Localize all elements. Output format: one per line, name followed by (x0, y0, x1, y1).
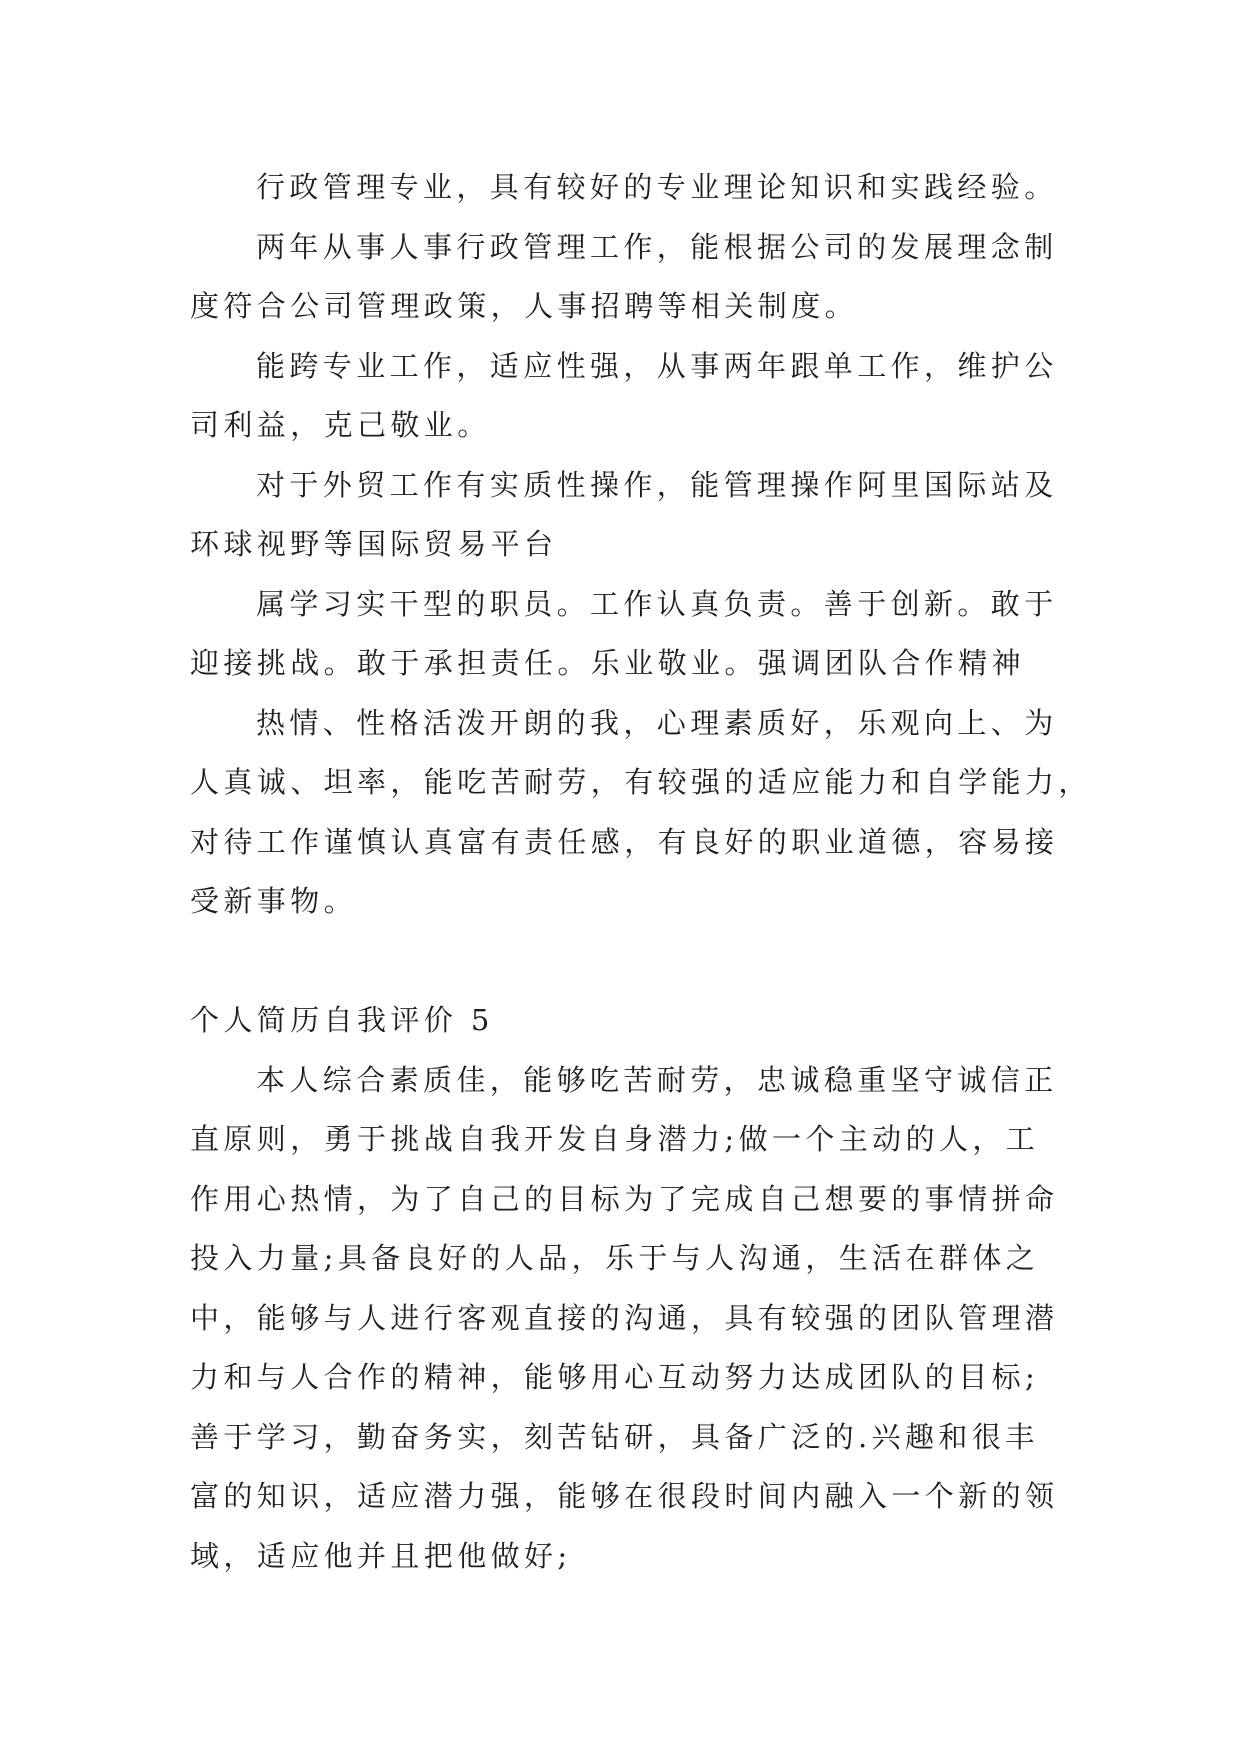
text-line: 迎接挑战。敢于承担责任。乐业敬业。强调团队合作精神 (190, 646, 1026, 680)
text-line: 力和与人合作的精神，能够用心互动努力达成团队的目标; (190, 1360, 1040, 1394)
text-line: 投入力量;具备良好的人品，乐于与人沟通，生活在群体之 (190, 1241, 1040, 1275)
text-line: 直原则，勇于挑战自我开发自身潜力;做一个主动的人，工 (190, 1122, 1040, 1156)
paragraph-adaptability (190, 337, 1070, 456)
text-line: 度符合公司管理政策，人事招聘等相关制度。 (190, 289, 859, 323)
paragraph-self-evaluation (190, 1051, 1070, 1587)
text-line: 属学习实干型的职员。工作认真负责。善于创新。敢于 (256, 586, 1058, 621)
text-line: 中，能够与人进行客观直接的沟通，具有较强的团队管理潜 (190, 1300, 1059, 1335)
text-line: 受新事物。 (190, 884, 358, 918)
document-body (190, 158, 1092, 1586)
text-line: 作用心热情，为了自己的目标为了完成自己想要的事情拼命 (190, 1181, 1059, 1216)
text-line: 对于外贸工作有实质性操作，能管理操作阿里国际站及 (256, 467, 1058, 502)
text-line: 两年从事人事行政管理工作，能根据公司的发展理念制 (256, 229, 1058, 264)
text-line: 环球视野等国际贸易平台 (190, 527, 558, 561)
paragraph-personality (190, 694, 1092, 932)
text-line: 善于学习，勤奋务实，刻苦钻研，具备广泛的.兴趣和很丰 (190, 1419, 1039, 1454)
text-line: 域，适应他并且把他做好; (190, 1538, 572, 1573)
text-line: 司利益，克己敬业。 (190, 408, 491, 442)
text-line: 对待工作谨慎认真富有责任感，有良好的职业道德，容易接 (190, 824, 1059, 859)
text-line: 热情、性格活泼开朗的我，心理素质好，乐观向上、为 (256, 705, 1058, 740)
text-line: 能跨专业工作，适应性强，从事两年跟单工作，维护公 (256, 348, 1058, 383)
paragraph-major (190, 158, 1070, 218)
self-evaluation-section-5 (190, 991, 1070, 1586)
section-heading: 个人简历自我评价 5 (190, 1003, 494, 1037)
text-line: 富的知识，适应潜力强，能够在很段时间内融入一个新的领 (190, 1479, 1059, 1513)
text-line: 行政管理专业，具有较好的专业理论知识和实践经验。 (256, 170, 1058, 204)
text-line: 本人综合素质佳，能够吃苦耐劳，忠诚稳重坚守诚信正 (256, 1062, 1058, 1097)
paragraph-work-attitude (190, 575, 1070, 694)
text-line: 人真诚、坦率，能吃苦耐劳，有较强的适应能力和自学能力， (190, 765, 1092, 799)
paragraph-hr-experience (190, 218, 1070, 337)
paragraph-foreign-trade (190, 456, 1070, 575)
self-evaluation-section-4 (190, 158, 1092, 932)
